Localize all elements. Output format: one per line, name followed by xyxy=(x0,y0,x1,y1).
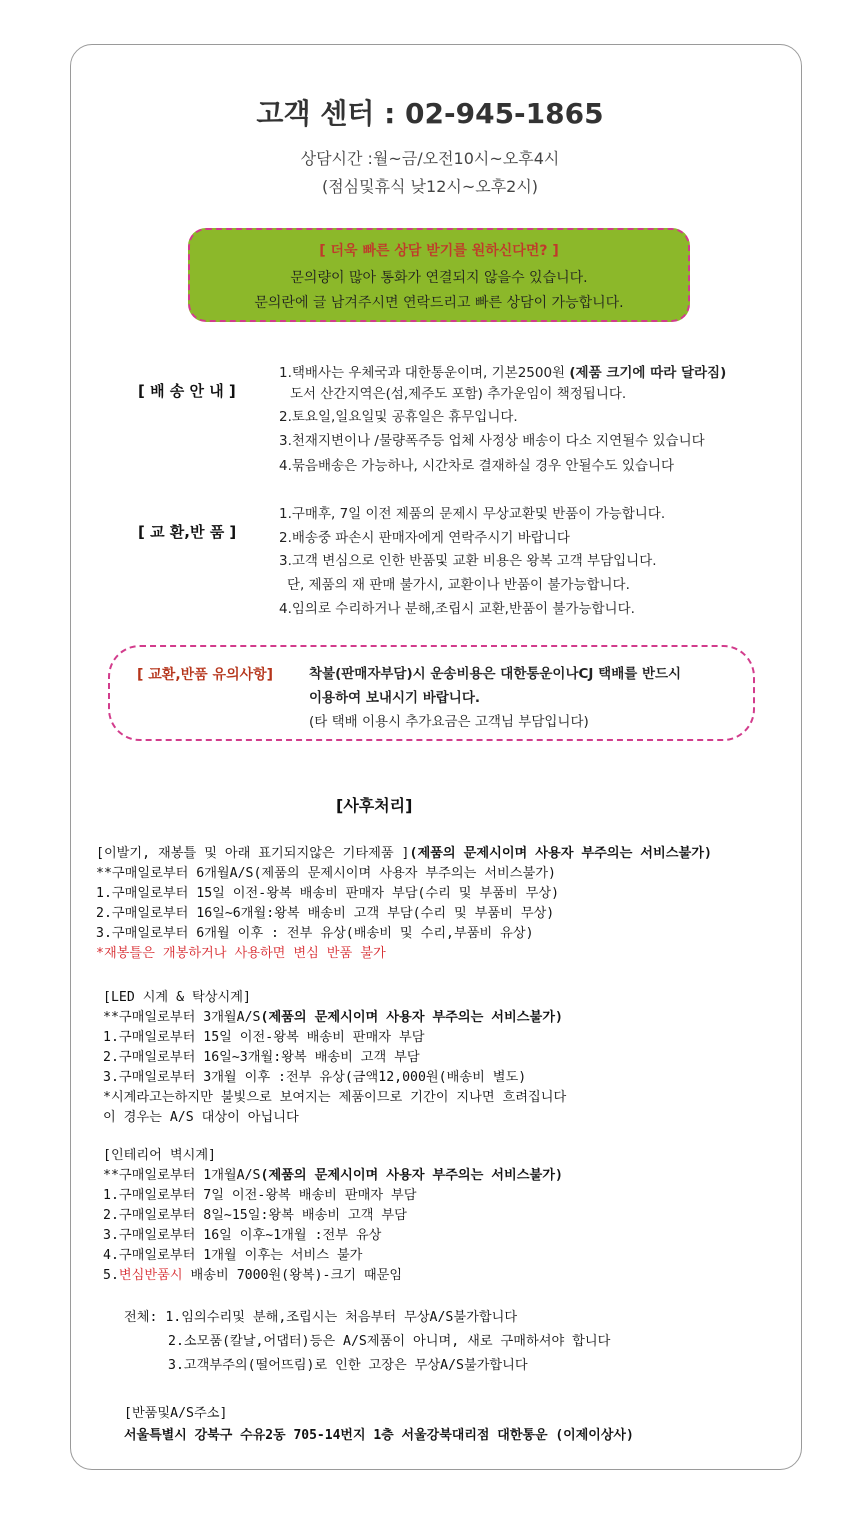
as-line: 2.구매일로부터 8일~15일:왕복 배송비 고객 부담 xyxy=(103,1208,407,1223)
shipping-line: 4.묶음배송은 가능하나, 시간차로 결재하실 경우 안될수도 있습니다 xyxy=(279,458,675,474)
exchange-line: 단, 제품의 재 판매 불가시, 교환이나 반품이 불가능합니다. xyxy=(287,577,630,593)
shipping-line: 도서 산간지역은(섬,제주도 포함) 추가운임이 책정됩니다. xyxy=(290,386,627,402)
as-line: 1.구매일로부터 15일 이전-왕복 배송비 판매자 부담(수리 및 부품비 무상) xyxy=(96,886,560,901)
as-group-head: [LED 시계 & 탁상시계] xyxy=(103,990,251,1005)
as-line: 2.구매일로부터 16일~6개월:왕복 배송비 고객 부담(수리 및 부품비 무상) xyxy=(96,906,555,921)
customer-center-title: 고객 센터 : 02-945-1865 xyxy=(256,97,604,130)
as-line: 3.구매일로부터 3개월 이후 :전부 유상(금액12,000원(배송비 별도) xyxy=(103,1070,527,1085)
exchange-label: [ 교 환,반 품 ] xyxy=(138,523,237,541)
callout-heading: [ 더욱 빠른 상담 받기를 원하신다면? ] xyxy=(319,243,559,259)
as-general-line: 전체: 1.임의수리및 분해,조립시는 처음부터 무상A/S불가합니다 xyxy=(124,1310,518,1325)
shipping-line: 1.택배사는 우체국과 대한통운이며, 기본2500원 (제품 크기에 따라 달라짐) xyxy=(279,365,727,381)
callout-line: 문의란에 글 남겨주시면 연락드리고 빠른 상담이 가능합니다. xyxy=(254,295,624,311)
return-address: 서울특별시 강북구 수유2동 705-14번지 1층 서울강북대리점 대한통운 (이제이상사) xyxy=(124,1428,634,1443)
as-line: 3.구매일로부터 6개월 이후 : 전부 유상(배송비 및 수리,부품비 유상) xyxy=(96,926,534,941)
as-line: 4.구매일로부터 1개월 이후는 서비스 불가 xyxy=(103,1248,363,1263)
exchange-line: 3.고객 변심으로 인한 반품및 교환 비용은 왕복 고객 부담입니다. xyxy=(279,553,657,569)
as-group-head: [이발기, 재봉틀 및 아래 표기되지않은 기타제품 ](제품의 문제시이며 사용자 부주의는 서비스불가) xyxy=(96,846,712,861)
notice-label: [ 교환,반품 유의사항] xyxy=(137,667,274,683)
exchange-line: 1.구매후, 7일 이전 제품의 문제시 무상교환및 반품이 가능합니다. xyxy=(279,506,666,522)
as-line: **구매일로부터 6개월A/S(제품의 문제시이며 사용자 부주의는 서비스불가) xyxy=(96,866,556,881)
shipping-line: 3.천재지변이나 /물량폭주등 업체 사정상 배송이 다소 지연될수 있습니다 xyxy=(279,433,705,449)
shipping-line: 2.토요일,일요일및 공휴일은 휴무입니다. xyxy=(279,409,518,425)
as-line: 3.구매일로부터 16일 이후~1개월 :전부 유상 xyxy=(103,1228,382,1243)
notice-line: 이용하여 보내시기 바랍니다. xyxy=(309,690,481,706)
as-warning-line: *재봉틀은 개봉하거나 사용하면 변심 반품 불가 xyxy=(96,946,386,961)
as-line: 이 경우는 A/S 대상이 아닙니다 xyxy=(103,1110,299,1125)
notice-line: 착불(판매자부담)시 운송비용은 대한통운이나CJ 택배를 반드시 xyxy=(309,666,682,682)
callout-line: 문의량이 많아 통화가 연결되지 않을수 있습니다. xyxy=(290,270,588,286)
exchange-line: 4.임의로 수리하거나 분해,조립시 교환,반품이 불가능합니다. xyxy=(279,601,635,617)
exchange-line: 2.배송중 파손시 판매자에게 연락주시기 바랍니다 xyxy=(279,530,570,546)
as-line: **구매일로부터 1개월A/S(제품의 문제시이며 사용자 부주의는 서비스불가) xyxy=(103,1168,563,1183)
fast-consult-callout xyxy=(188,228,690,322)
as-line: 1.구매일로부터 7일 이전-왕복 배송비 판매자 부담 xyxy=(103,1188,417,1203)
as-group-head: [인테리어 벽시계] xyxy=(103,1148,216,1163)
shipping-label: [ 배 송 안 내 ] xyxy=(138,382,236,400)
as-general-line: 2.소모품(칼날,어댑터)등은 A/S제품이 아니며, 새로 구매하셔야 합니다 xyxy=(168,1334,611,1349)
as-line: 2.구매일로부터 16일~3개월:왕복 배송비 고객 부담 xyxy=(103,1050,420,1065)
as-line: **구매일로부터 3개월A/S(제품의 문제시이며 사용자 부주의는 서비스불가) xyxy=(103,1010,563,1025)
as-line: 1.구매일로부터 15일 이전-왕복 배송비 판매자 부담 xyxy=(103,1030,425,1045)
after-service-title: [사후처리] xyxy=(336,796,413,815)
as-general-line: 3.고객부주의(떨어뜨림)로 인한 고장은 무상A/S불가합니다 xyxy=(168,1358,528,1373)
lunch-hours: (점심및휴식 낮12시~오후2시) xyxy=(321,177,539,196)
as-line: 5.변심반품시 배송비 7000원(왕복)-크기 때문임 xyxy=(103,1268,403,1283)
consult-hours: 상담시간 :월~금/오전10시~오후4시 xyxy=(300,149,560,168)
address-head: [반품및A/S주소] xyxy=(124,1406,228,1421)
notice-line: (타 택배 이용시 추가요금은 고객님 부담입니다) xyxy=(309,714,589,730)
as-line: *시계라고는하지만 불빛으로 보여지는 제품이므로 기간이 지나면 흐려집니다 xyxy=(103,1090,567,1105)
